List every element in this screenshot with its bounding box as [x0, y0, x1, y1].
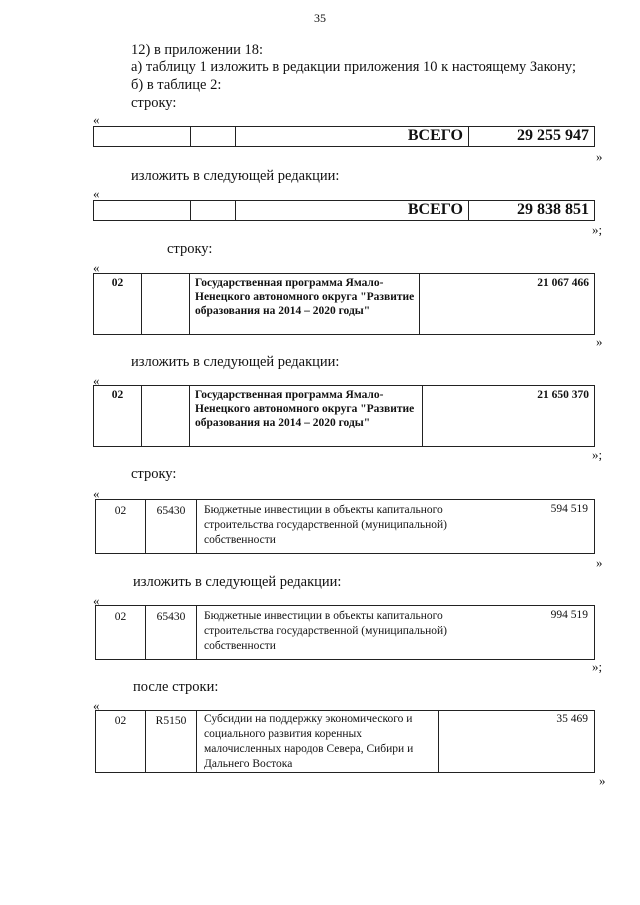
cell-value: 21 067 466 — [420, 274, 595, 335]
cell-article: 65430 — [146, 500, 197, 554]
table-program-new — [93, 385, 595, 447]
open-quote: « — [93, 112, 100, 127]
table-row — [94, 127, 595, 147]
cell-name: Государственная программа Ямало-Ненецкого автономного округа "Развитие образования на 2014 – 2020 годы" — [190, 386, 423, 447]
open-quote: « — [93, 186, 100, 201]
table-total-old — [93, 126, 595, 147]
open-quote: « — [93, 486, 100, 501]
row-value: 594 519 — [550, 503, 588, 515]
close-quote-semicolon: »; — [592, 222, 603, 237]
table-row — [96, 606, 595, 660]
total-label: ВСЕГО — [236, 201, 469, 221]
cell-code: 02 — [96, 606, 146, 660]
phrase-set-forth: изложить в следующей редакции: — [131, 354, 340, 370]
total-label: ВСЕГО — [236, 127, 469, 147]
table-program-old — [93, 273, 595, 335]
table-row — [96, 711, 595, 773]
close-quote-semicolon: »; — [592, 659, 603, 674]
open-quote: « — [93, 698, 100, 713]
phrase-set-forth-alt: изложить в следующей редакции: — [133, 574, 342, 590]
table-row — [94, 386, 595, 447]
total-value: 29 255 947 — [469, 127, 595, 147]
table-row — [94, 274, 595, 335]
cell-name-value — [197, 500, 595, 554]
cell-article: R5150 — [146, 711, 197, 773]
table-total-new — [93, 200, 595, 221]
table-row — [94, 201, 595, 221]
open-quote: « — [93, 593, 100, 608]
close-quote: » — [599, 773, 606, 788]
row-name: Бюджетные инвестиции в объекты капитального строительства государственной (муниципальной) собственности — [204, 610, 447, 652]
close-quote: » — [596, 149, 603, 164]
intro-line-1: 12) в приложении 18: — [131, 42, 264, 58]
cell-value: 21 650 370 — [423, 386, 595, 447]
row-value: 994 519 — [550, 609, 588, 621]
table-investments-new — [95, 605, 595, 660]
cell-code: 02 — [96, 500, 146, 554]
cell-name: Субсидии на поддержку экономического и социального развития коренных малочисленных народов Севера, Сибири и Дальнего Востока — [197, 711, 439, 773]
row-name: Бюджетные инвестиции в объекты капитального строительства государственной (муниципальной) собственности — [204, 504, 447, 546]
close-quote: » — [596, 555, 603, 570]
page-number: 35 — [314, 11, 326, 25]
cell-code: 02 — [96, 711, 146, 773]
phrase-set-forth: изложить в следующей редакции: — [131, 168, 340, 184]
table-row — [96, 500, 595, 554]
phrase-row: строку: — [167, 241, 213, 257]
cell-code: 02 — [94, 274, 142, 335]
table-subsidy — [95, 710, 595, 773]
cell-name-value — [197, 606, 595, 660]
close-quote: » — [596, 334, 603, 349]
intro-line-2: а) таблицу 1 изложить в редакции приложения 10 к настоящему Закону; — [131, 59, 576, 75]
cell-code: 02 — [94, 386, 142, 447]
cell-article: 65430 — [146, 606, 197, 660]
open-quote: « — [93, 260, 100, 275]
phrase-after-row: после строки: — [133, 679, 219, 695]
cell-name: Государственная программа Ямало-Ненецкого автономного округа "Развитие образования на 2014 – 2020 годы" — [190, 274, 420, 335]
intro-line-4: строку: — [131, 95, 177, 111]
phrase-row: строку: — [131, 466, 177, 482]
cell-value: 35 469 — [439, 711, 595, 773]
close-quote-semicolon: »; — [592, 447, 603, 462]
open-quote: « — [93, 373, 100, 388]
total-value: 29 838 851 — [469, 201, 595, 221]
table-investments-old — [95, 499, 595, 554]
intro-line-3: б) в таблице 2: — [131, 77, 222, 93]
